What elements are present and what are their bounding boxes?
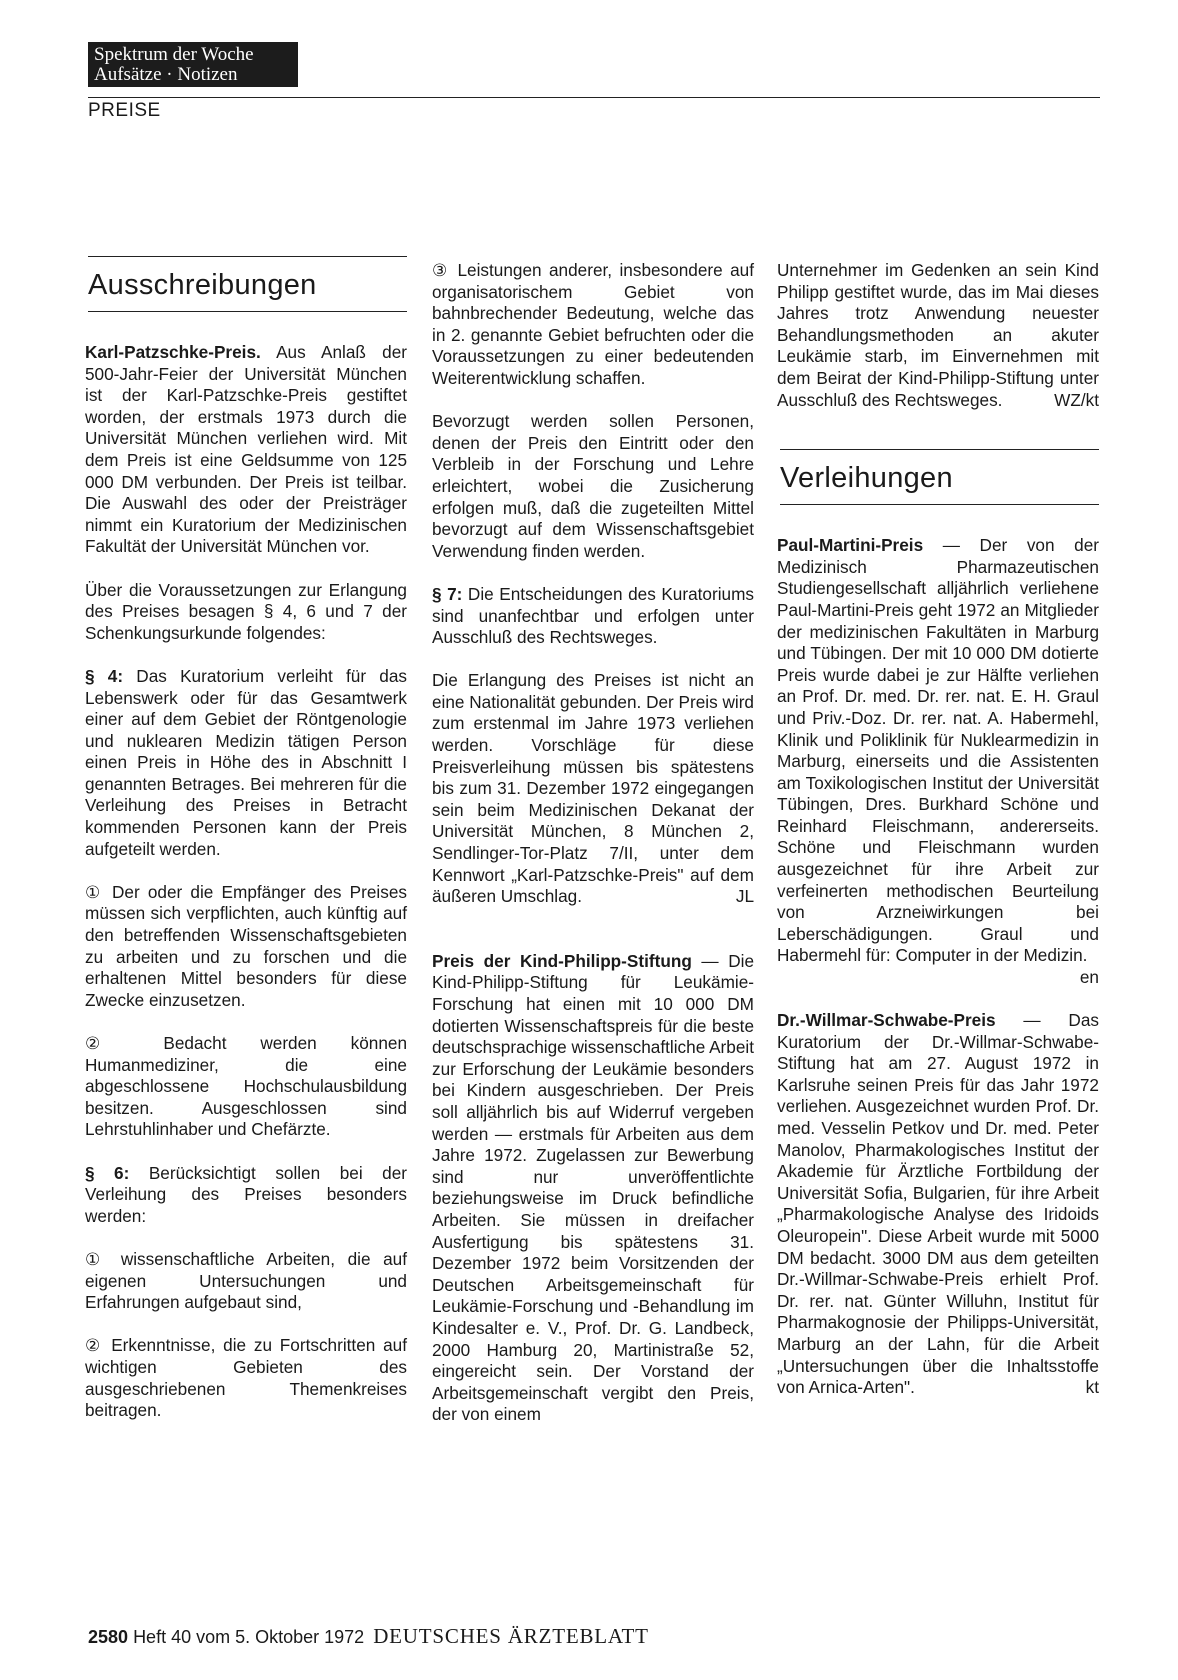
author-sign: kt [1085, 1377, 1099, 1398]
paragraph [85, 342, 407, 558]
section-heading: Ausschreibungen [88, 269, 317, 301]
section-heading: Verleihungen [780, 462, 953, 495]
paragraph-text: — Der von der Medizinisch Pharmazeutischen Studiengesellschaft alljährlich verliehene Paul-Martini-Preis geht 1972 an Mitglieder der medizinischen Fakultäten in Marburg und Tübingen. Der mit 10 000 DM dotierte Preis wurde dabei je zur Hälfte verliehen an Prof. Dr. med. Dr. rer. nat. E. H. Graul und Priv.-Doz. Dr. rer. nat. A. Habermehl, Klinik und Poliklinik für Nuklearmedizin in Marburg, einerseits und die Assistenten am Toxikologischen Institut der Universität Tübingen, Dres. Burkhard Schöne und Reinhard Fleischmann, andererseits. Schöne und Fleischmann wurden ausgezeichnet für ihre Arbeit zur verfeinerten methodischen Beurteilung von Arzneiwirkungen bei Leberschädigungen. Graul und Habermehl für: Computer in der Medizin. [777, 535, 1099, 966]
paragraph-lead: Paul-Martini-Preis [777, 535, 924, 556]
paragraph [432, 670, 754, 908]
issue-info: Heft 40 vom 5. Oktober 1972 [133, 1627, 365, 1647]
author-sign: en [1079, 967, 1099, 988]
paragraph [85, 1163, 407, 1228]
paragraph: ① Der oder die Empfänger des Preises müssen sich verpflichten, auch künftig auf den betreffenden Wissenschaftsgebieten zu arbeiten und zu forschen und die erhaltenen Mittel besonders für diese Zwecke einzusetzen. [85, 881, 407, 1010]
heading-rule-bottom [88, 311, 407, 312]
heading-rule-top [780, 449, 1099, 450]
paragraph-text: Die Erlangung des Preises ist nicht an eine Nationalität gebunden. Der Preis wird zum erstenmal im Jahre 1973 verliehen werden. Vorschläge für diese Preisverleihung müssen bis spätestens bis zum 31. Dezember 1972 eingegangen sein beim Medizinischen Dekanat der Universität München, 8 München 2, Sendlinger-Tor-Platz 7/II, unter dem Kennwort „Karl-Patzschke-Preis" auf dem äußeren Umschlag. [432, 670, 754, 907]
paragraph-lead: Karl-Patzschke-Preis. [85, 342, 261, 362]
journal-name: DEUTSCHES ÄRZTEBLATT [373, 1624, 649, 1648]
paragraph-lead: § 7: [432, 583, 463, 604]
paragraph [777, 260, 1099, 411]
paragraph: Bevorzugt werden sollen Personen, denen der Preis den Eintritt oder den Verbleib in der Forschung und Lehre erleichtert, wobei die Zusicherung erfolgen muß, daß die zugeteilten Mittel bevorzugt auf dem Wissenschaftsgebiet Verwendung finden werden. [432, 411, 754, 561]
badge-line-2: Aufsätze · Notizen [94, 64, 238, 85]
heading-verleihungen [777, 449, 1099, 505]
paragraph [777, 535, 1099, 988]
section-badge [88, 42, 298, 87]
paragraph-lead: § 6: [85, 1162, 130, 1183]
paragraph-lead: Dr.-Willmar-Schwabe-Preis [777, 1010, 996, 1031]
paragraph [432, 584, 754, 649]
paragraph: ① wissenschaftliche Arbeiten, die auf eigenen Untersuchungen und Erfahrungen aufgebaut sind, [85, 1248, 407, 1313]
paragraph [777, 1010, 1099, 1399]
paragraph-text: Berücksichtigt sollen bei der Verleihung des Preises besonders werden: [85, 1162, 407, 1226]
paragraph [432, 951, 754, 1426]
header-rule [88, 97, 1100, 98]
column-2 [432, 260, 754, 1426]
rubric-label: PREISE [88, 100, 161, 121]
page-number: 2580 [88, 1627, 129, 1647]
paragraph: ② Erkenntnisse, die zu Fortschritten auf wichtigen Gebieten des ausgeschriebenen Themenkreises beitragen. [85, 1335, 407, 1421]
badge-line-1: Spektrum der Woche [94, 44, 254, 65]
paragraph: ③ Leistungen anderer, insbesondere auf organisatorischem Gebiet von bahnbrechender Bedeutung, welche das in 2. genannte Gebiet befruchten oder die Voraussetzungen zu einer bedeutenden Weiterentwicklung schaffen. [432, 260, 754, 388]
author-sign: JL [735, 886, 754, 907]
paragraph-text: Aus Anlaß der 500-Jahr-Feier der Universität München ist der Karl-Patzschke-Preis gestiftet worden, der erstmals 1973 durch die Universität München verliehen wird. Mit dem Preis ist eine Geldsumme von 125 000 DM verbunden. Der Preis ist teilbar. Die Auswahl des oder der Preisträger nimmt ein Kuratorium der Medizinischen Fakultät der Universität München vor. [85, 342, 407, 557]
column-3 [777, 260, 1099, 1399]
heading-rule-top [88, 256, 407, 257]
column-1 [85, 256, 407, 1422]
paragraph: ② Bedacht werden können Humanmediziner, die eine abgeschlossene Hochschulausbildung besitzen. Ausgeschlossen sind Lehrstuhlinhaber und Chefärzte. [85, 1033, 407, 1140]
paragraph-text: Unternehmer im Gedenken an sein Kind Philipp gestiftet wurde, das im Mai dieses Jahres trotz Anwendung neuester Behandlungsmethoden an akuter Leukämie starb, im Einvernehmen mit dem Beirat der Kind-Philipp-Stiftung unter Ausschluß des Rechtsweges. [777, 260, 1099, 410]
paragraph [85, 666, 407, 860]
heading-rule-bottom [780, 504, 1099, 505]
author-sign: WZ/kt [1054, 389, 1099, 410]
paragraph-text: Die Entscheidungen des Kuratoriums sind unanfechtbar und erfolgen unter Ausschluß des Rechtsweges. [432, 583, 754, 648]
paragraph-lead: § 4: [85, 665, 124, 686]
paragraph: Über die Voraussetzungen zur Erlangung des Preises besagen § 4, 6 und 7 der Schenkungsurkunde folgendes: [85, 579, 407, 643]
heading-ausschreibungen [85, 256, 407, 312]
paragraph-lead: Preis der Kind-Philipp-Stiftung [432, 950, 692, 971]
paragraph-text: Das Kuratorium verleiht für das Lebenswerk oder für das Gesamtwerk einer auf dem Gebiet der Röntgenologie und nuklearen Medizin tätigen Person einen Preis in Höhe des in Abschnitt I genannten Betrages. Bei mehreren für die Verleihung des Preises in Betracht kommenden Personen kann der Preis aufgeteilt werden. [85, 665, 407, 859]
page-footer [88, 1624, 649, 1649]
paragraph-text: — Die Kind-Philipp-Stiftung für Leukämie-Forschung hat einen mit 10 000 DM dotierten Wissenschaftspreis für die beste deutschsprachige wissenschaftliche Arbeit zur Erforschung der Leukämie besonders bei Kindern ausgeschrieben. Der Preis soll alljährlich bis auf Widerruf vergeben werden — erstmals für Arbeiten aus dem Jahre 1972. Zugelassen zur Bewerbung sind nur unveröffentlichte beziehungsweise im Druck befindliche Arbeiten. Sie müssen in dreifacher Ausfertigung bis spätestens 31. Dezember 1972 beim Vorsitzenden der Deutschen Arbeitsgemeinschaft für Leukämie-Forschung und -Behandlung im Kindesalter e. V., Prof. Dr. G. Landbeck, 2000 Hamburg 20, Martinistraße 52, eingereicht sein. Der Vorstand der Arbeitsgemeinschaft vergibt den Preis, der von einem [432, 950, 755, 1425]
paragraph-text: — Das Kuratorium der Dr.-Willmar-Schwabe-Stiftung hat am 27. August 1972 in Karlsruhe seinen Preis für das Jahr 1972 verliehen. Ausgezeichnet wurden Prof. Dr. med. Vesselin Petkov und Dr. med. Peter Manolov, Pharmakologisches Institut der Akademie für Ärztliche Fortbildung der Universität Sofia, Bulgarien, für ihre Arbeit „Pharmakologische Analyse des Iridoids Oleuropein". Diese Arbeit wurde mit 5000 DM bedacht. 3000 DM aus dem geteilten Dr.-Willmar-Schwabe-Preis erhielt Prof. Dr. rer. nat. Günter Willuhn, Institut für Pharmakognosie der Philipps-Universität, Marburg an der Lahn, für die Arbeit „Untersuchungen über die Inhaltsstoffe von Arnica-Arten". [777, 1010, 1099, 1398]
